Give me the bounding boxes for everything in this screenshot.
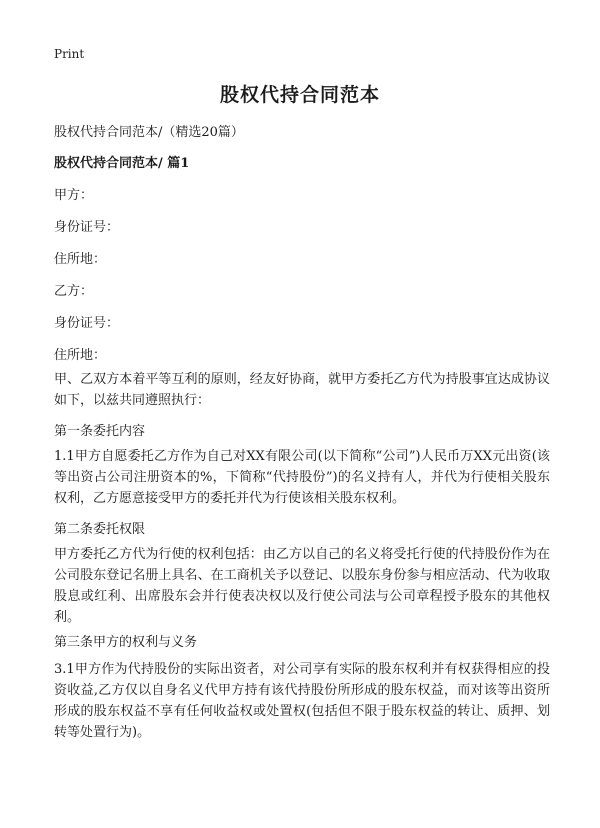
- clause-text: 甲方委托乙方代为行使的权利包括：由乙方以自己的名义将受托行使的代持股份作为在公司股东登记名册上具名、在工商机关予以登记、以股东身份参与相应活动、代为收取股息或红利、出席股东会并行使表决权以及行使公司法与公司章程授予股东的其他权利。: [54, 547, 550, 625]
- intro-paragraph: 甲、乙双方本着平等互利的原则，经友好协商，就甲方委托乙方代为持股事宜达成协议如下，以兹共同遵照执行：: [54, 372, 550, 408]
- print-link[interactable]: Print: [54, 47, 85, 61]
- clause-heading: 第三条甲方的权利与义务: [54, 635, 198, 650]
- party-a-address-field: 住所地：: [54, 252, 107, 267]
- clause-text: 1.1甲方自愿委托乙方作为自己对XX有限公司(以下简称“公司”)人民币万XX元出资(该等出资占公司注册资本的%，下简称“代持股份”)的名义持有人，并代为行使相关股东权利，乙方愿意接受甲方的委托并代为行使该相关股东权利。: [54, 449, 550, 506]
- party-b-field: 乙方：: [54, 284, 94, 299]
- party-a-id-field: 身份证号：: [54, 220, 120, 235]
- party-b-id-field: 身份证号：: [54, 316, 120, 331]
- party-b-address-field: 住所地：: [54, 348, 107, 363]
- clause-heading: 第二条委托权限: [54, 522, 146, 537]
- clause-heading: 第一条委托内容: [54, 424, 146, 439]
- document-subtitle: 股权代持合同范本/（精选20篇）: [54, 125, 244, 140]
- page-title: 股权代持合同范本: [219, 84, 380, 106]
- clause-text: 3.1甲方作为代持股份的实际出资者，对公司享有实际的股东权利并有权获得相应的投资收益,乙方仅以自身名义代甲方持有该代持股份所形成的股东权益，而对该等出资所形成的股东权益不享有任何收益权或处置权(包括但不限于股东权益的转让、质押、划转等处置行为)。: [54, 662, 550, 740]
- section-heading: 股权代持合同范本/ 篇1: [54, 156, 190, 171]
- party-a-field: 甲方：: [54, 188, 94, 203]
